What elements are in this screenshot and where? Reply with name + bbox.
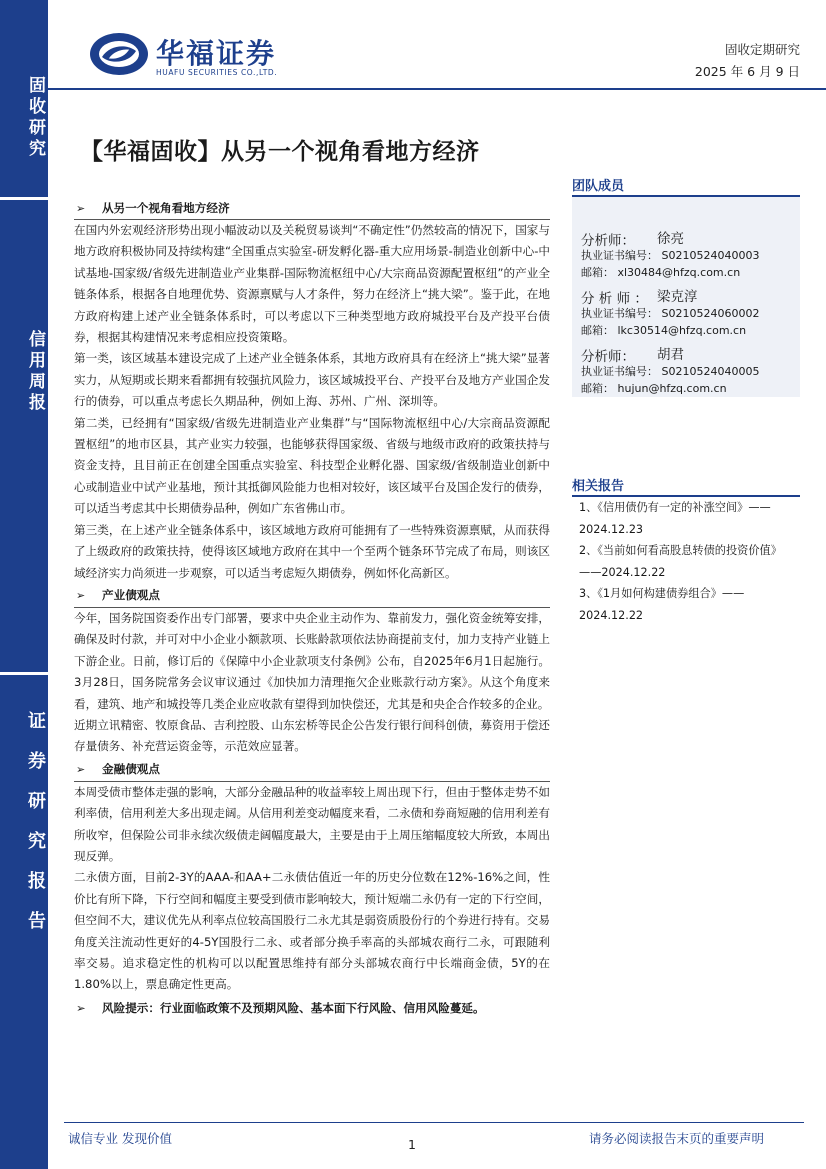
sidebar-label-report: 证券研究报告 — [25, 711, 46, 951]
report-type: 固收定期研究 — [724, 42, 800, 57]
analyst-name: 徐亮 — [657, 231, 684, 247]
sidebar-label-weekly: 信用周报 — [25, 330, 45, 414]
company-logo — [88, 30, 298, 80]
paragraph: 今年，国务院国资委作出专门部署，要求中央企业主动作为、靠前发力，强化资金统筹安排，确保及时付款，并可对中小企业小额款项、长账龄款项依法协商提前支付，加力支持产业链上下游企业。日前，修订后的《保障中小企业款项支付条例》公布，自2025年6月1日起施行。3月28日，国务院常务会议审议通过《加快加力清理拖欠企业账款行动方案》。从这个角度来看，建筑、地产和城投等几类企业应收款有望得到加快偿还，尤其是和央企合作较多的企业。 — [74, 610, 550, 711]
footer-divider — [64, 1122, 804, 1123]
related-heading: 相关报告 — [572, 475, 800, 494]
page-title: 【华福固收】从另一个视角看地方经济 — [80, 139, 480, 165]
sidebar-block-research — [0, 0, 48, 197]
sidebar — [0, 0, 48, 1169]
arrow-bullet-icon: ➢ — [76, 762, 86, 776]
analyst-role: 分析师： — [581, 349, 635, 365]
risk-warning: ➢ 风险提示：行业面临政策不及预期风险、基本面下行风险、信用风险蔓延。 — [74, 998, 550, 1020]
report-date: 2025 年 6 月 9 日 — [694, 64, 800, 79]
analyst-name: 梁克淳 — [657, 289, 698, 305]
arrow-bullet-icon: ➢ — [76, 1000, 86, 1015]
analyst-email[interactable]: 邮箱： lkc30514@hfzq.com.cn — [581, 324, 747, 337]
header-divider — [48, 88, 826, 90]
analyst-role: 分析师： — [581, 233, 635, 249]
paragraph: 第三类，在上述产业全链条体系中，该区域地方政府可能拥有了一些特殊资源禀赋，从而获得了上级政府的政策扶持，使得该区域地方政府在其中一个至两个链条环节完成了布局，则该区域经济实力尚须进一步观察，可以适当考虑短久期债券，例如怀化高新区。 — [74, 522, 550, 580]
analyst-cert: 执业证书编号： S0210524040005 — [581, 365, 760, 378]
analyst-role: 分 析 师 ： — [581, 291, 648, 307]
sidebar-label-research: 固收研究 — [25, 76, 45, 160]
analyst-name: 胡君 — [657, 347, 684, 363]
arrow-bullet-icon: ➢ — [76, 588, 86, 602]
related-report-item[interactable]: 1、《信用债仍有一定的补涨空间》—— 2024.12.23 — [579, 501, 771, 536]
main-content — [74, 198, 550, 1020]
related-report-item[interactable]: 3、《1月如何构建债券组合》—— 2024.12.22 — [579, 587, 745, 622]
paragraph: 本周受债市整体走强的影响，大部分金融品种的收益率较上周出现下行，但由于整体走势不如利率债，信用利差大多出现走阔。从信用利差变动幅度来看，二永债和券商短融的信用利差有所收窄，但保险公司非永续次级债走阔幅度最大，主要是由于上周压缩幅度较大所致，本周出现反弹。 — [74, 784, 550, 863]
logo-name: 华福证券 — [156, 37, 277, 70]
section-divider — [74, 219, 550, 220]
paragraph: 第二类，已经拥有“国家级/省级先进制造业产业集群”与“国际物流枢纽中心/大宗商品资源配置枢纽”的地市区县，其产业实力较强，也能够获得国家级、省级与地级市政府的政策扶持与资金支持，且目前正在创建全国重点实验室、科技型企业孵化器、国家级/省级制造业创新中心或制造业中试产业基地，预计其抵御风险能力也相对较好，该区域平台及国企发行的债券，可以适当考虑其中长期债券品种，例如广东省佛山市。 — [74, 415, 550, 516]
section-heading-industry-bonds: ➢ 产业债观点 — [74, 585, 550, 608]
analyst-email[interactable]: 邮箱： hujun@hfzq.com.cn — [581, 382, 727, 395]
footer-disclaimer: 请务必阅读报告末页的重要声明 — [588, 1131, 764, 1146]
analyst-cert: 执业证书编号： S0210524040003 — [581, 249, 760, 262]
logo-emblem-icon — [88, 30, 150, 78]
section-heading-local-economy: ➢ 从另一个视角看地方经济 — [74, 198, 550, 220]
footer-slogan: 诚信专业 发现价值 — [68, 1131, 172, 1146]
paragraph: 近期立讯精密、牧原食品、吉利控股、山东宏桥等民企公告发行银行间科创债，募资用于偿还存量债务、补充营运资金等，示范效应显著。 — [74, 717, 550, 754]
arrow-bullet-icon: ➢ — [76, 202, 86, 215]
page-number: 1 — [408, 1137, 416, 1152]
sidebar-block-report — [0, 675, 48, 1169]
team-heading: 团队成员 — [572, 175, 800, 194]
analyst-cert: 执业证书编号： S0210524060002 — [581, 307, 760, 320]
section-heading-financial-bonds: ➢ 金融债观点 — [74, 759, 550, 782]
paragraph: 第一类，该区域基本建设完成了上述产业全链条体系，其地方政府具有在经济上“挑大梁”显著实力，从短期或长期来看都拥有较强抗风险力，该区域城投平台、产投平台及地方产业国企发行的债券，可以重点考虑长久期品种，例如上海、苏州、广州、深圳等。 — [74, 351, 550, 409]
related-report-item[interactable]: 2、《当前如何看高股息转债的投资价值》——2024.12.22 — [579, 544, 782, 579]
analyst-email[interactable]: 邮箱： xl30484@hfzq.com.cn — [581, 266, 741, 279]
logo-english-name: HUAFU SECURITIES CO.,LTD. — [156, 68, 278, 77]
sidebar-block-weekly — [0, 200, 48, 672]
paragraph: 在国内外宏观经济形势出现小幅波动以及关税贸易谈判“不确定性”仍然较高的情况下，国家与地方政府积极协同及持续构建“全国重点实验室-研发孵化器-重大应用场景-制造业创新中心-中试基地-国家级/省级先进制造业产业集群-国际物流枢纽中心/大宗商品资源配置枢纽”的产业全链条体系，根据各自地理优势、资源禀赋与人才条件，努力在经济上“挑大梁”。鉴于此，在地方政府构建上述产业全链条体系时，可以考虑以下三种类型地方政府城投平台及产投平台债券，根据其构建情况来考虑相应投资策略。 — [74, 223, 550, 345]
paragraph: 二永债方面，目前2-3Y的AAA-和AA+二永债估值近一年的历史分位数在12%-16%之间，性价比有所下降，下行空间和幅度主要受到债市影响较大，预计短端二永仍有一定的下行空间，但空间不大，建议优先从利率点位较高国股行二永尤其是弱资质股份行的个券进行持有。交易角度关注流动性更好的4-5Y国股行二永、或者部分换手率高的头部城农商行二永，可跟随利率交易。追求稳定性的机构可以以配置思维持有部分头部城农商行中长端商金债，5Y的在1.80%以上，票息确定性更高。 — [74, 870, 550, 992]
